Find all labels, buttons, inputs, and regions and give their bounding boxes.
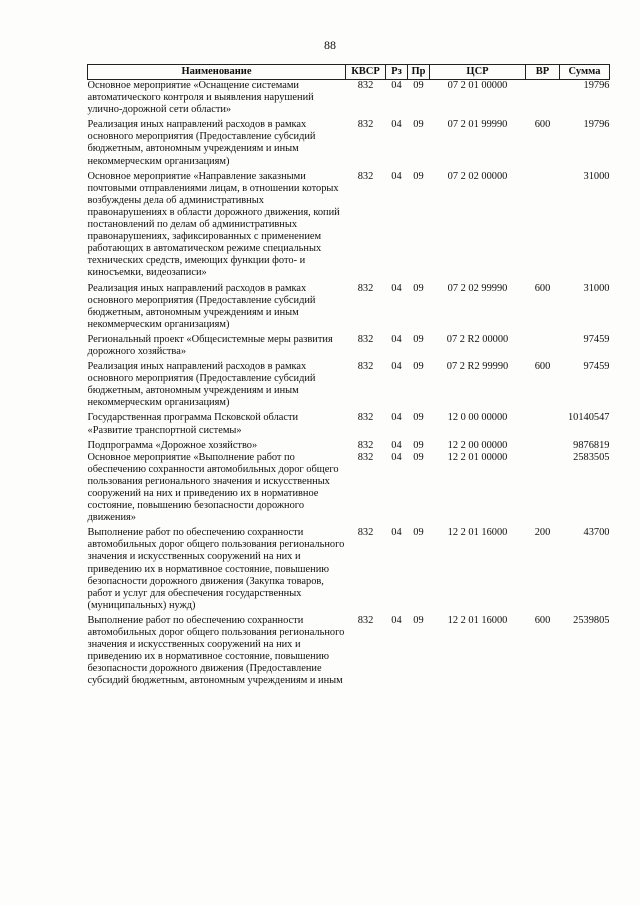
table-row xyxy=(88,440,610,452)
cell-csr: 07 2 01 00000 xyxy=(447,80,508,91)
cell-vr xyxy=(526,452,560,528)
page-number: 88 xyxy=(324,38,336,52)
cell-name: Региональный проект «Общесистемные меры развития дорожного хозяйства» xyxy=(87,333,333,357)
cell-rz: 04 xyxy=(391,170,402,182)
cell-vr xyxy=(526,440,560,452)
cell-vr: 600 xyxy=(534,282,551,294)
cell-pr: 09 xyxy=(413,170,424,182)
cell-pr: 09 xyxy=(413,451,424,463)
table-row xyxy=(88,80,610,120)
cell-csr: 12 2 01 16000 xyxy=(447,527,508,539)
cell-pr: 09 xyxy=(413,333,424,345)
cell-sum: 43700 xyxy=(583,527,610,539)
cell-rz: 04 xyxy=(391,412,402,424)
cell-sum: 19796 xyxy=(583,119,610,131)
header-sum: Сумма xyxy=(560,65,610,80)
cell-sum: 10140547 xyxy=(567,412,610,424)
cell-rz: 04 xyxy=(391,614,402,626)
cell-vr xyxy=(526,412,560,439)
cell-csr: 07 2 R2 99990 xyxy=(446,361,509,373)
cell-pr: 09 xyxy=(413,527,424,539)
cell-pr: 09 xyxy=(413,282,424,294)
cell-vr: 600 xyxy=(534,361,551,373)
cell-sum: 2539805 xyxy=(573,614,610,626)
cell-vr: 200 xyxy=(534,527,551,539)
cell-sum: 2583505 xyxy=(573,451,610,463)
table-row xyxy=(88,171,610,283)
cell-sum: 19796 xyxy=(583,80,610,91)
cell-name: Выполнение работ по обеспечению сохранности автомобильных дорог общего пользования регионального значения и искусственных сооружений на них и приведению их в нормативное состояние, повышению безопасности дорожного движения (Предоставление субсидий бюджетным, автономным учреждениям и иным xyxy=(87,614,345,687)
cell-kvsr: 832 xyxy=(357,333,374,345)
cell-name: Основное мероприятие «Оснащение системами автоматического контроля и выявления нарушений улично-дорожной сети области» xyxy=(87,80,314,116)
cell-name: Реализация иных направлений расходов в рамках основного мероприятия (Предоставление субсидий бюджетным, автономным учреждениям и иным некоммерческим организациям) xyxy=(87,361,316,409)
cell-sum: 97459 xyxy=(583,361,610,373)
cell-kvsr: 832 xyxy=(357,451,374,463)
budget-table xyxy=(87,64,610,691)
cell-sum: 31000 xyxy=(583,170,610,182)
table-row xyxy=(88,119,610,170)
table-row xyxy=(88,361,610,412)
cell-pr: 09 xyxy=(413,361,424,373)
cell-kvsr: 832 xyxy=(357,527,374,539)
cell-kvsr: 832 xyxy=(357,119,374,131)
cell-name: Подпрограмма «Дорожное хозяйство» xyxy=(87,439,258,451)
cell-csr: 07 2 01 99990 xyxy=(447,119,508,131)
cell-vr: 600 xyxy=(534,119,551,131)
cell-name: Выполнение работ по обеспечению сохранности автомобильных дорог общего пользования регионального значения и искусственных сооружений на них и приведению их в нормативное состояние, повышению безопасности дорожного движения (Закупка товаров, работ и услуг для обеспечения государственных (муниципальных) нужд) xyxy=(87,527,345,611)
cell-csr: 12 2 01 16000 xyxy=(447,614,508,626)
table-row xyxy=(88,412,610,439)
cell-kvsr: 832 xyxy=(357,614,374,626)
cell-kvsr: 832 xyxy=(357,170,374,182)
cell-pr: 09 xyxy=(413,119,424,131)
cell-csr: 12 2 00 00000 xyxy=(447,439,508,451)
cell-name: Государственная программа Псковской области «Развитие транспортной системы» xyxy=(87,412,299,436)
cell-name: Основное мероприятие «Направление заказными почтовыми отправлениями лицам, в отношении которых возбуждены дела об административных правонарушениях в области дорожного движения, копий постановлений по делам об административных правонарушениях, зафиксированных с применением работающих в автоматическом режиме специальных технических средств, имеющих функции фото- и киносъемки, видеозаписи» xyxy=(87,170,340,279)
table-row xyxy=(88,334,610,361)
cell-vr xyxy=(526,171,560,283)
header-pr: Пр xyxy=(408,65,430,80)
cell-name: Реализация иных направлений расходов в рамках основного мероприятия (Предоставление субсидий бюджетным, автономным учреждениям и иным некоммерческим организациям) xyxy=(87,282,316,330)
cell-rz: 04 xyxy=(391,80,402,91)
cell-vr xyxy=(526,334,560,361)
cell-rz: 04 xyxy=(391,451,402,463)
cell-kvsr: 832 xyxy=(357,361,374,373)
cell-rz: 04 xyxy=(391,361,402,373)
cell-rz: 04 xyxy=(391,439,402,451)
cell-csr: 07 2 02 99990 xyxy=(447,282,508,294)
table-row xyxy=(88,452,610,528)
cell-csr: 12 2 01 00000 xyxy=(447,451,508,463)
table-header-row xyxy=(88,65,610,80)
cell-kvsr: 832 xyxy=(357,412,374,424)
cell-kvsr: 832 xyxy=(357,439,374,451)
cell-pr: 09 xyxy=(413,412,424,424)
cell-kvsr: 832 xyxy=(357,282,374,294)
table-row xyxy=(88,615,610,691)
cell-csr: 07 2 02 00000 xyxy=(447,170,508,182)
cell-vr xyxy=(526,80,560,120)
header-vr: ВР xyxy=(526,65,560,80)
cell-sum: 9876819 xyxy=(573,439,610,451)
cell-name: Основное мероприятие «Выполнение работ по обеспечению сохранности автомобильных дорог общего пользования регионального значения и искусственных сооружений на них и приведению их в нормативное состояние, повышению безопасности дорожного движения» xyxy=(87,451,339,524)
cell-kvsr: 832 xyxy=(357,80,374,91)
cell-sum: 31000 xyxy=(583,282,610,294)
header-kvsr: КВСР xyxy=(346,65,386,80)
cell-rz: 04 xyxy=(391,527,402,539)
table-row xyxy=(88,527,610,615)
header-csr: ЦСР xyxy=(430,65,526,80)
cell-vr: 600 xyxy=(534,614,551,626)
cell-pr: 09 xyxy=(413,614,424,626)
header-rz: Рз xyxy=(386,65,408,80)
header-name: Наименование xyxy=(88,65,346,80)
cell-csr: 07 2 R2 00000 xyxy=(446,333,509,345)
cell-rz: 04 xyxy=(391,333,402,345)
cell-name: Реализация иных направлений расходов в рамках основного мероприятия (Предоставление субсидий бюджетным, автономным учреждениям и иным некоммерческим организациям) xyxy=(87,119,316,167)
table-row xyxy=(88,283,610,334)
cell-rz: 04 xyxy=(391,119,402,131)
cell-pr: 09 xyxy=(413,439,424,451)
cell-sum: 97459 xyxy=(583,333,610,345)
cell-csr: 12 0 00 00000 xyxy=(447,412,508,424)
cell-pr: 09 xyxy=(413,80,424,91)
cell-rz: 04 xyxy=(391,282,402,294)
